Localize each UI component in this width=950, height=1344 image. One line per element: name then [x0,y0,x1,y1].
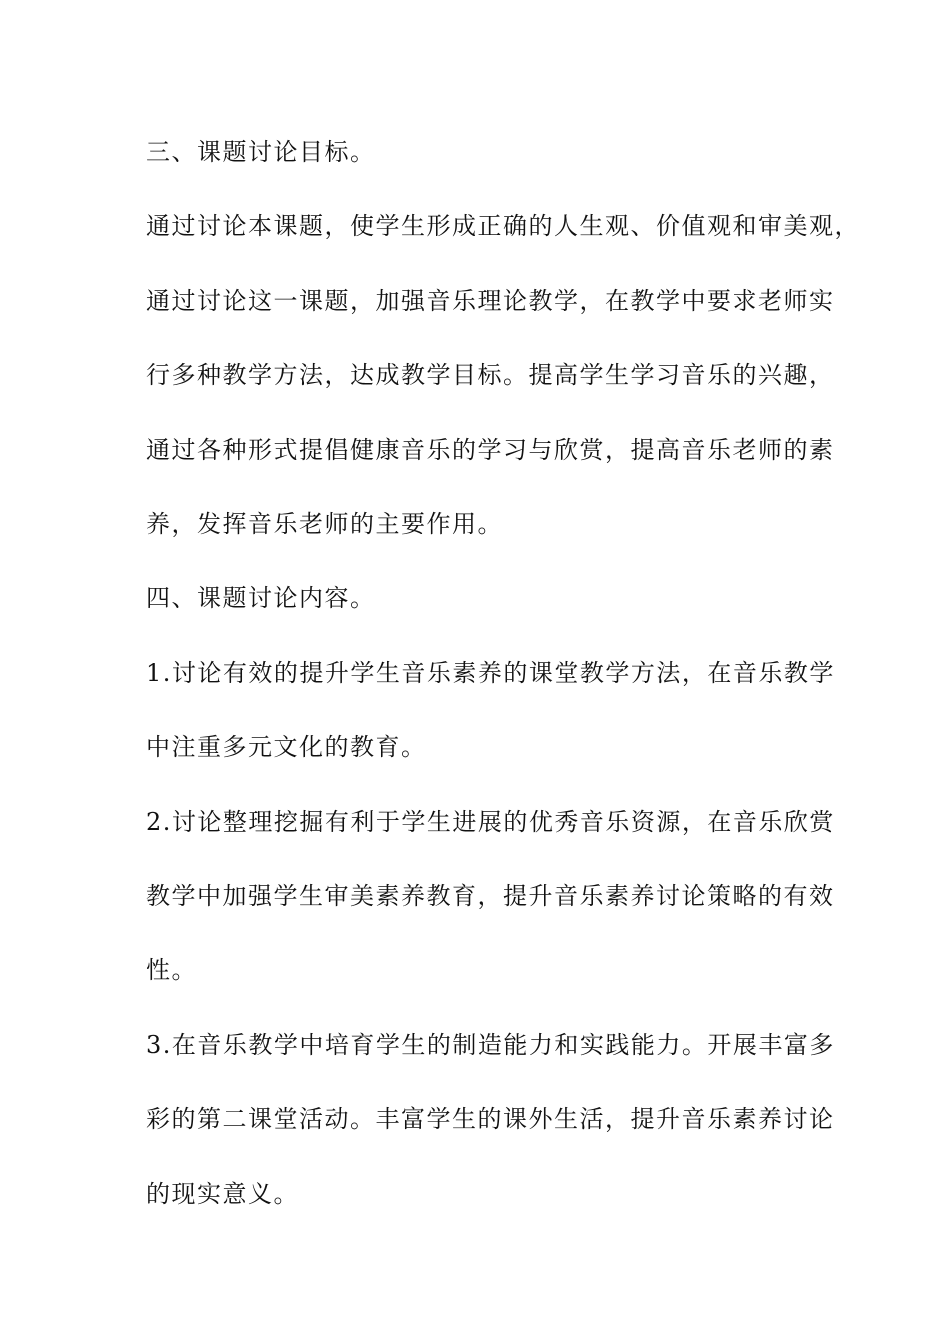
list-item-3-line: 的现实意义。 [146,1180,299,1208]
paragraph-line: 通过各种形式提倡健康音乐的学习与欣赏，提高音乐老师的素 [146,436,835,464]
paragraph-line: 通过讨论这一课题，加强音乐理论教学，在教学中要求老师实 [146,287,835,315]
list-item-1-line: 1.讨论有效的提升学生音乐素养的课堂教学方法，在音乐教学 [146,659,835,687]
paragraph-line: 养，发挥音乐老师的主要作用。 [146,510,503,538]
list-item-3-line: 3.在音乐教学中培育学生的制造能力和实践能力。开展丰富多 [146,1031,835,1059]
section-heading-3: 三、课题讨论目标。 [146,138,376,166]
list-item-2-line: 性。 [146,956,197,984]
list-item-1-line: 中注重多元文化的教育。 [146,733,427,761]
list-item-2-line: 教学中加强学生审美素养教育，提升音乐素养讨论策略的有效 [146,882,835,910]
paragraph-line: 行多种教学方法，达成教学目标。提高学生学习音乐的兴趣， [146,361,835,389]
paragraph-line: 通过讨论本课题，使学生形成正确的人生观、价值观和审美观， [146,212,860,240]
section-heading-4: 四、课题讨论内容。 [146,584,376,612]
list-item-3-line: 彩的第二课堂活动。丰富学生的课外生活，提升音乐素养讨论 [146,1105,835,1133]
list-item-2-line: 2.讨论整理挖掘有利于学生进展的优秀音乐资源，在音乐欣赏 [146,808,835,836]
